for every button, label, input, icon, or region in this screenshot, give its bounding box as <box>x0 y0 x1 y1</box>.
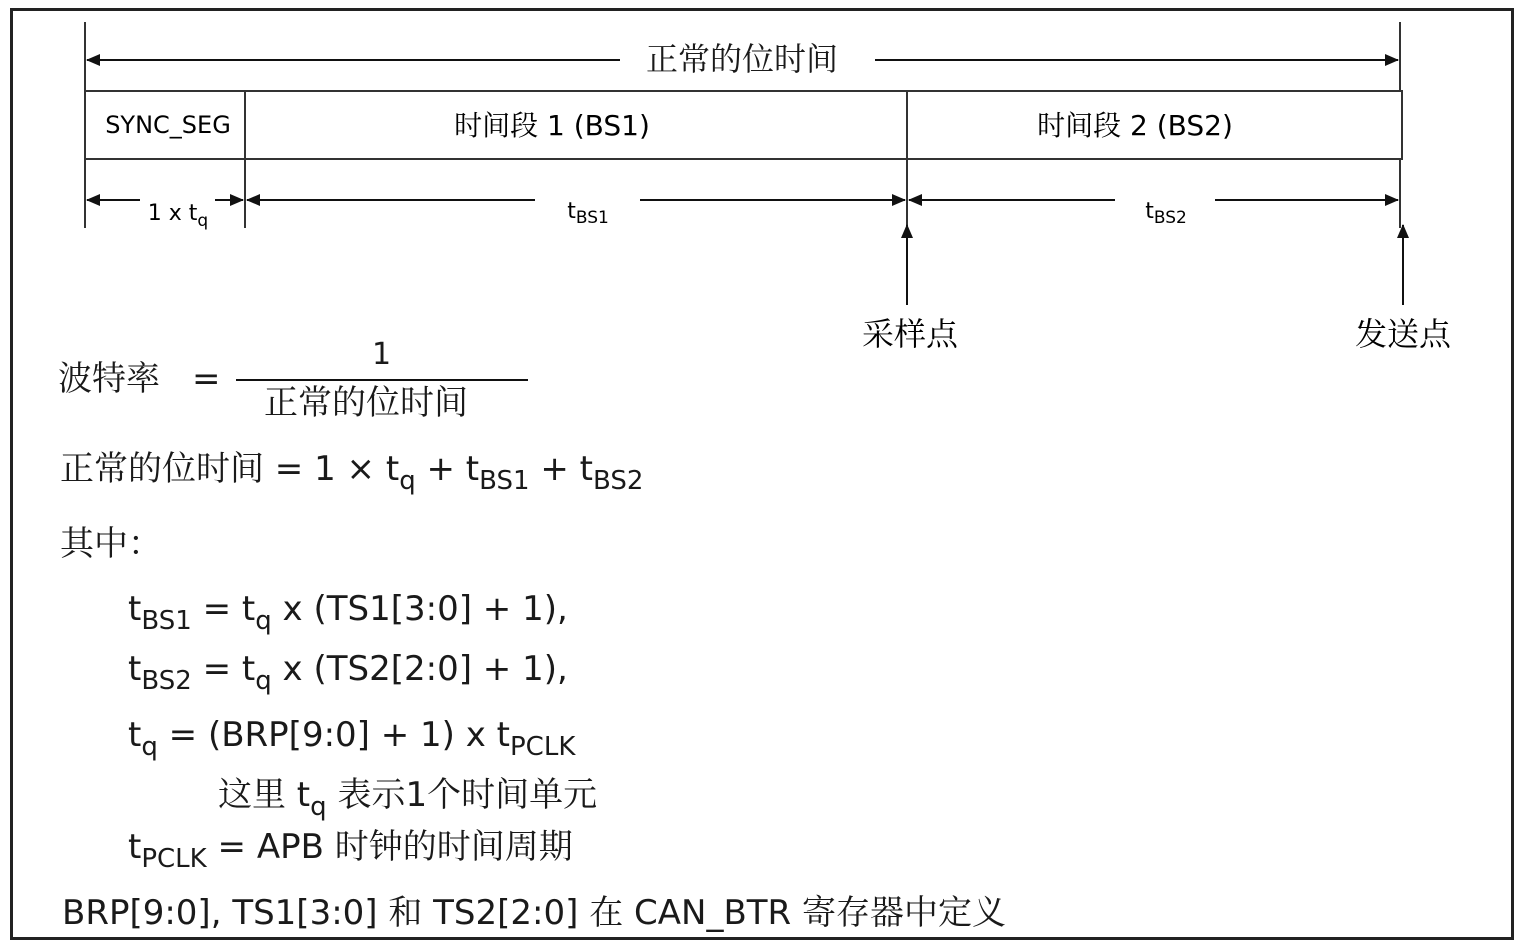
sync-dim-label: 1 x $t_q$ <box>147 201 209 231</box>
where-label: 其中： <box>60 524 162 564</box>
baud-equals: = <box>192 359 221 399</box>
formula-tpclk: $t_{PCLK}$ = APB 时钟的时间周期 <box>128 827 573 874</box>
formula-tq: $t_q$ = (BRP[9:0] + 1) x $t_{PCLK}$ <box>128 715 576 762</box>
segment-bs2-label: 时间段 2 (BS2) <box>1037 109 1233 142</box>
bittime-label: 正常的位时间 <box>645 40 839 78</box>
transmit-point-label: 发送点 <box>1354 315 1452 353</box>
segment-sync-label: SYNC_SEG <box>105 111 231 139</box>
formula-tbs1: $t_{BS1} = t_q$ x (TS1[3:0] + 1), <box>128 589 568 636</box>
formula-tbs2: $t_{BS2} = t_q$ x (TS2[2:0] + 1), <box>128 649 568 696</box>
sample-point-label: 采样点 <box>861 315 959 353</box>
fraction-numerator: 1 <box>372 337 392 372</box>
footer-note: BRP[9:0], TS1[3:0] 和 TS2[2:0] 在 CAN_BTR 寄存器中定义 <box>62 893 1006 933</box>
fraction-denominator: 正常的位时间 <box>264 383 468 423</box>
segment-bs1-label: 时间段 1 (BS1) <box>454 109 650 142</box>
bs2-dim-label: $t_{BS2}$ <box>1145 199 1187 228</box>
bittime-formula: 正常的位时间 = $1 \times t_q + t_{BS1} + t_{BS2}$ <box>60 449 644 496</box>
bs1-dim-label: $t_{BS1}$ <box>567 199 609 228</box>
formula-tq-note: 这里 $t_q$ 表示1个时间单元 <box>218 775 598 822</box>
baud-label: 波特率 <box>58 359 160 399</box>
